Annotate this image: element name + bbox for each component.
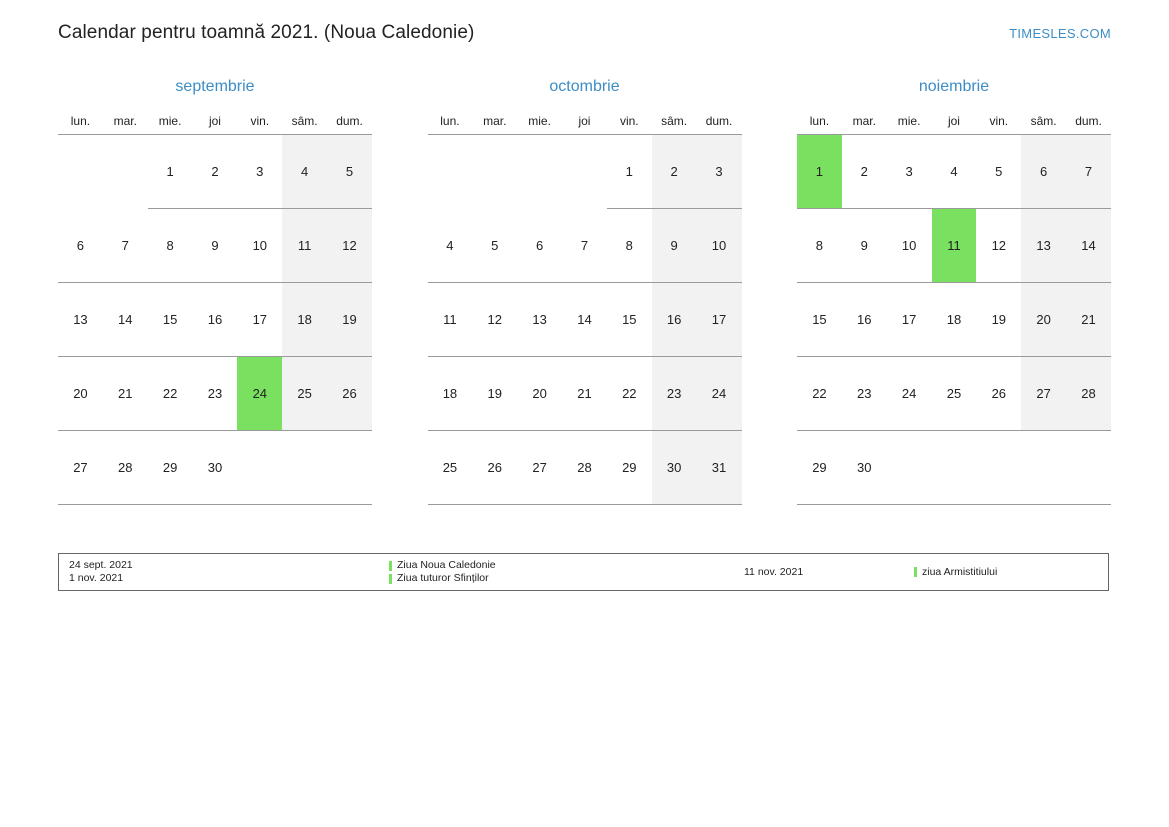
empty-day-cell xyxy=(562,135,607,209)
day-cell[interactable]: 17 xyxy=(237,283,282,357)
day-cell[interactable]: 23 xyxy=(193,357,238,431)
legend-date xyxy=(744,566,904,579)
day-cell[interactable]: 8 xyxy=(607,209,652,283)
day-cell[interactable]: 29 xyxy=(607,431,652,505)
empty-day-cell xyxy=(327,431,372,505)
empty-day-cell xyxy=(1021,431,1066,505)
weekday-header: joi xyxy=(562,110,607,135)
day-cell[interactable]: 30 xyxy=(652,431,697,505)
month-block xyxy=(797,78,1111,505)
legend-name-text: Ziua tuturor Sfinților xyxy=(397,572,489,584)
day-cell[interactable]: 19 xyxy=(327,283,372,357)
day-cell[interactable]: 15 xyxy=(148,283,193,357)
day-cell[interactable]: 29 xyxy=(148,431,193,505)
day-cell[interactable]: 9 xyxy=(193,209,238,283)
day-cell[interactable]: 28 xyxy=(1066,357,1111,431)
day-cell[interactable]: 21 xyxy=(103,357,148,431)
day-cell[interactable]: 6 xyxy=(1021,135,1066,209)
day-cell[interactable]: 14 xyxy=(1066,209,1111,283)
day-cell[interactable]: 14 xyxy=(562,283,607,357)
day-cell[interactable]: 6 xyxy=(517,209,562,283)
day-cell[interactable]: 3 xyxy=(697,135,742,209)
day-cell[interactable]: 20 xyxy=(517,357,562,431)
day-cell[interactable]: 5 xyxy=(976,135,1021,209)
month-block xyxy=(428,78,742,505)
day-cell[interactable]: 1 xyxy=(607,135,652,209)
empty-day-cell xyxy=(887,431,932,505)
day-cell[interactable]: 26 xyxy=(472,431,517,505)
weekday-header: mie. xyxy=(887,110,932,135)
weekday-header-row xyxy=(428,110,742,135)
day-cell[interactable]: 7 xyxy=(1066,135,1111,209)
day-cell[interactable]: 8 xyxy=(797,209,842,283)
empty-day-cell xyxy=(428,135,473,209)
week-row xyxy=(797,283,1111,357)
day-cell[interactable]: 22 xyxy=(797,357,842,431)
holiday-day-cell[interactable]: 11 xyxy=(932,209,977,283)
day-cell[interactable]: 10 xyxy=(697,209,742,283)
week-row xyxy=(428,283,742,357)
day-cell[interactable]: 3 xyxy=(237,135,282,209)
day-cell[interactable]: 3 xyxy=(887,135,932,209)
day-cell[interactable]: 25 xyxy=(932,357,977,431)
weekday-header: mie. xyxy=(148,110,193,135)
day-cell[interactable]: 13 xyxy=(58,283,103,357)
weekday-header: dum. xyxy=(697,110,742,135)
holiday-day-cell[interactable]: 24 xyxy=(237,357,282,431)
legend-date-text: 11 nov. 2021 xyxy=(744,565,804,578)
page-title: Calendar pentru toamnă 2021. (Noua Caledonie) xyxy=(58,22,475,43)
weekday-header: dum. xyxy=(1066,110,1111,135)
month-table xyxy=(428,110,742,505)
weekday-header-row xyxy=(797,110,1111,135)
day-cell[interactable]: 27 xyxy=(58,431,103,505)
legend-left-names xyxy=(379,554,734,590)
month-block xyxy=(58,78,372,505)
weekday-header: mar. xyxy=(103,110,148,135)
day-cell[interactable]: 10 xyxy=(887,209,932,283)
day-cell[interactable]: 27 xyxy=(517,431,562,505)
day-cell[interactable]: 19 xyxy=(976,283,1021,357)
day-cell[interactable]: 28 xyxy=(103,431,148,505)
week-row xyxy=(428,431,742,505)
day-cell[interactable]: 16 xyxy=(652,283,697,357)
week-row xyxy=(428,357,742,431)
day-cell[interactable]: 5 xyxy=(472,209,517,283)
weekday-header: mar. xyxy=(472,110,517,135)
months-container xyxy=(58,78,1111,505)
legend-name xyxy=(389,559,734,572)
day-cell[interactable]: 7 xyxy=(103,209,148,283)
month-table xyxy=(58,110,372,505)
legend-date-text: 24 sept. 2021 xyxy=(69,559,133,571)
day-cell[interactable]: 20 xyxy=(58,357,103,431)
day-cell[interactable]: 28 xyxy=(562,431,607,505)
weekday-header: lun. xyxy=(428,110,473,135)
weekday-header-row xyxy=(58,110,372,135)
day-cell[interactable]: 2 xyxy=(842,135,887,209)
day-cell[interactable]: 16 xyxy=(193,283,238,357)
day-cell[interactable]: 12 xyxy=(327,209,372,283)
legend-name xyxy=(914,566,1104,579)
empty-day-cell xyxy=(282,431,327,505)
legend-right-names xyxy=(904,554,1104,590)
day-cell[interactable]: 1 xyxy=(148,135,193,209)
week-row xyxy=(58,135,372,209)
day-cell[interactable]: 9 xyxy=(842,209,887,283)
day-cell[interactable]: 18 xyxy=(932,283,977,357)
week-row xyxy=(428,209,742,283)
day-cell[interactable]: 26 xyxy=(327,357,372,431)
day-cell[interactable]: 23 xyxy=(652,357,697,431)
day-cell[interactable]: 13 xyxy=(1021,209,1066,283)
day-cell[interactable]: 11 xyxy=(282,209,327,283)
week-row xyxy=(797,357,1111,431)
legend-name-text: Ziua Noua Caledonie xyxy=(397,559,496,571)
day-cell[interactable]: 4 xyxy=(282,135,327,209)
day-cell[interactable]: 24 xyxy=(697,357,742,431)
day-cell[interactable]: 22 xyxy=(148,357,193,431)
day-cell[interactable]: 13 xyxy=(517,283,562,357)
weekday-header: mie. xyxy=(517,110,562,135)
day-cell[interactable]: 11 xyxy=(428,283,473,357)
site-brand-link[interactable]: TIMESLES.COM xyxy=(1009,25,1111,41)
day-cell[interactable]: 20 xyxy=(1021,283,1066,357)
day-cell[interactable]: 18 xyxy=(428,357,473,431)
holiday-color-swatch-icon xyxy=(389,561,392,571)
day-cell[interactable]: 15 xyxy=(607,283,652,357)
legend-name xyxy=(389,572,734,585)
legend-left-dates xyxy=(59,554,379,590)
day-cell[interactable]: 8 xyxy=(148,209,193,283)
day-cell[interactable]: 7 xyxy=(562,209,607,283)
week-row xyxy=(58,357,372,431)
day-cell[interactable]: 12 xyxy=(472,283,517,357)
empty-day-cell xyxy=(517,135,562,209)
page-header xyxy=(58,18,1111,48)
day-cell[interactable]: 17 xyxy=(697,283,742,357)
weekday-header: mar. xyxy=(842,110,887,135)
weekday-header: vin. xyxy=(607,110,652,135)
weekday-header: joi xyxy=(932,110,977,135)
day-cell[interactable]: 15 xyxy=(797,283,842,357)
day-cell[interactable]: 25 xyxy=(282,357,327,431)
day-cell[interactable]: 4 xyxy=(932,135,977,209)
day-cell[interactable]: 2 xyxy=(652,135,697,209)
day-cell[interactable]: 18 xyxy=(282,283,327,357)
week-row xyxy=(797,135,1111,209)
day-cell[interactable]: 30 xyxy=(193,431,238,505)
empty-day-cell xyxy=(103,135,148,209)
weekday-header: lun. xyxy=(58,110,103,135)
month-table xyxy=(797,110,1111,505)
empty-day-cell xyxy=(1066,431,1111,505)
holiday-color-swatch-icon xyxy=(389,574,392,584)
weekday-header: vin. xyxy=(237,110,282,135)
day-cell[interactable]: 4 xyxy=(428,209,473,283)
day-cell[interactable]: 6 xyxy=(58,209,103,283)
week-row xyxy=(797,431,1111,505)
legend-right-dates xyxy=(734,554,904,590)
weekday-header: sâm. xyxy=(1021,110,1066,135)
day-cell[interactable]: 23 xyxy=(842,357,887,431)
week-row xyxy=(428,135,742,209)
legend-date xyxy=(69,572,379,585)
day-cell[interactable]: 30 xyxy=(842,431,887,505)
weekday-header: joi xyxy=(193,110,238,135)
day-cell[interactable]: 12 xyxy=(976,209,1021,283)
empty-day-cell xyxy=(58,135,103,209)
holiday-color-swatch-icon xyxy=(914,567,917,577)
day-cell[interactable]: 21 xyxy=(562,357,607,431)
day-cell[interactable]: 16 xyxy=(842,283,887,357)
weekday-header: lun. xyxy=(797,110,842,135)
empty-day-cell xyxy=(976,431,1021,505)
legend-box xyxy=(58,553,1109,591)
empty-day-cell xyxy=(237,431,282,505)
month-name: octombrie xyxy=(549,78,620,95)
day-cell[interactable]: 25 xyxy=(428,431,473,505)
month-name: septembrie xyxy=(175,78,255,95)
day-cell[interactable]: 21 xyxy=(1066,283,1111,357)
weekday-header: sâm. xyxy=(282,110,327,135)
month-name: noiembrie xyxy=(918,78,990,95)
weekday-header: dum. xyxy=(327,110,372,135)
holiday-day-cell[interactable]: 1 xyxy=(797,135,842,209)
legend-date xyxy=(69,559,379,572)
day-cell[interactable]: 27 xyxy=(1021,357,1066,431)
legend-name-text: ziua Armistitiului xyxy=(922,565,998,578)
day-cell[interactable]: 31 xyxy=(697,431,742,505)
week-row xyxy=(58,209,372,283)
legend-date-text: 1 nov. 2021 xyxy=(69,572,124,584)
day-cell[interactable]: 2 xyxy=(193,135,238,209)
week-row xyxy=(58,431,372,505)
day-cell[interactable]: 29 xyxy=(797,431,842,505)
day-cell[interactable]: 19 xyxy=(472,357,517,431)
day-cell[interactable]: 24 xyxy=(887,357,932,431)
week-row xyxy=(58,283,372,357)
day-cell[interactable]: 9 xyxy=(652,209,697,283)
weekday-header: sâm. xyxy=(652,110,697,135)
day-cell[interactable]: 5 xyxy=(327,135,372,209)
week-row xyxy=(797,209,1111,283)
day-cell[interactable]: 22 xyxy=(607,357,652,431)
day-cell[interactable]: 14 xyxy=(103,283,148,357)
empty-day-cell xyxy=(932,431,977,505)
empty-day-cell xyxy=(472,135,517,209)
day-cell[interactable]: 26 xyxy=(976,357,1021,431)
weekday-header: vin. xyxy=(976,110,1021,135)
day-cell[interactable]: 17 xyxy=(887,283,932,357)
day-cell[interactable]: 10 xyxy=(237,209,282,283)
